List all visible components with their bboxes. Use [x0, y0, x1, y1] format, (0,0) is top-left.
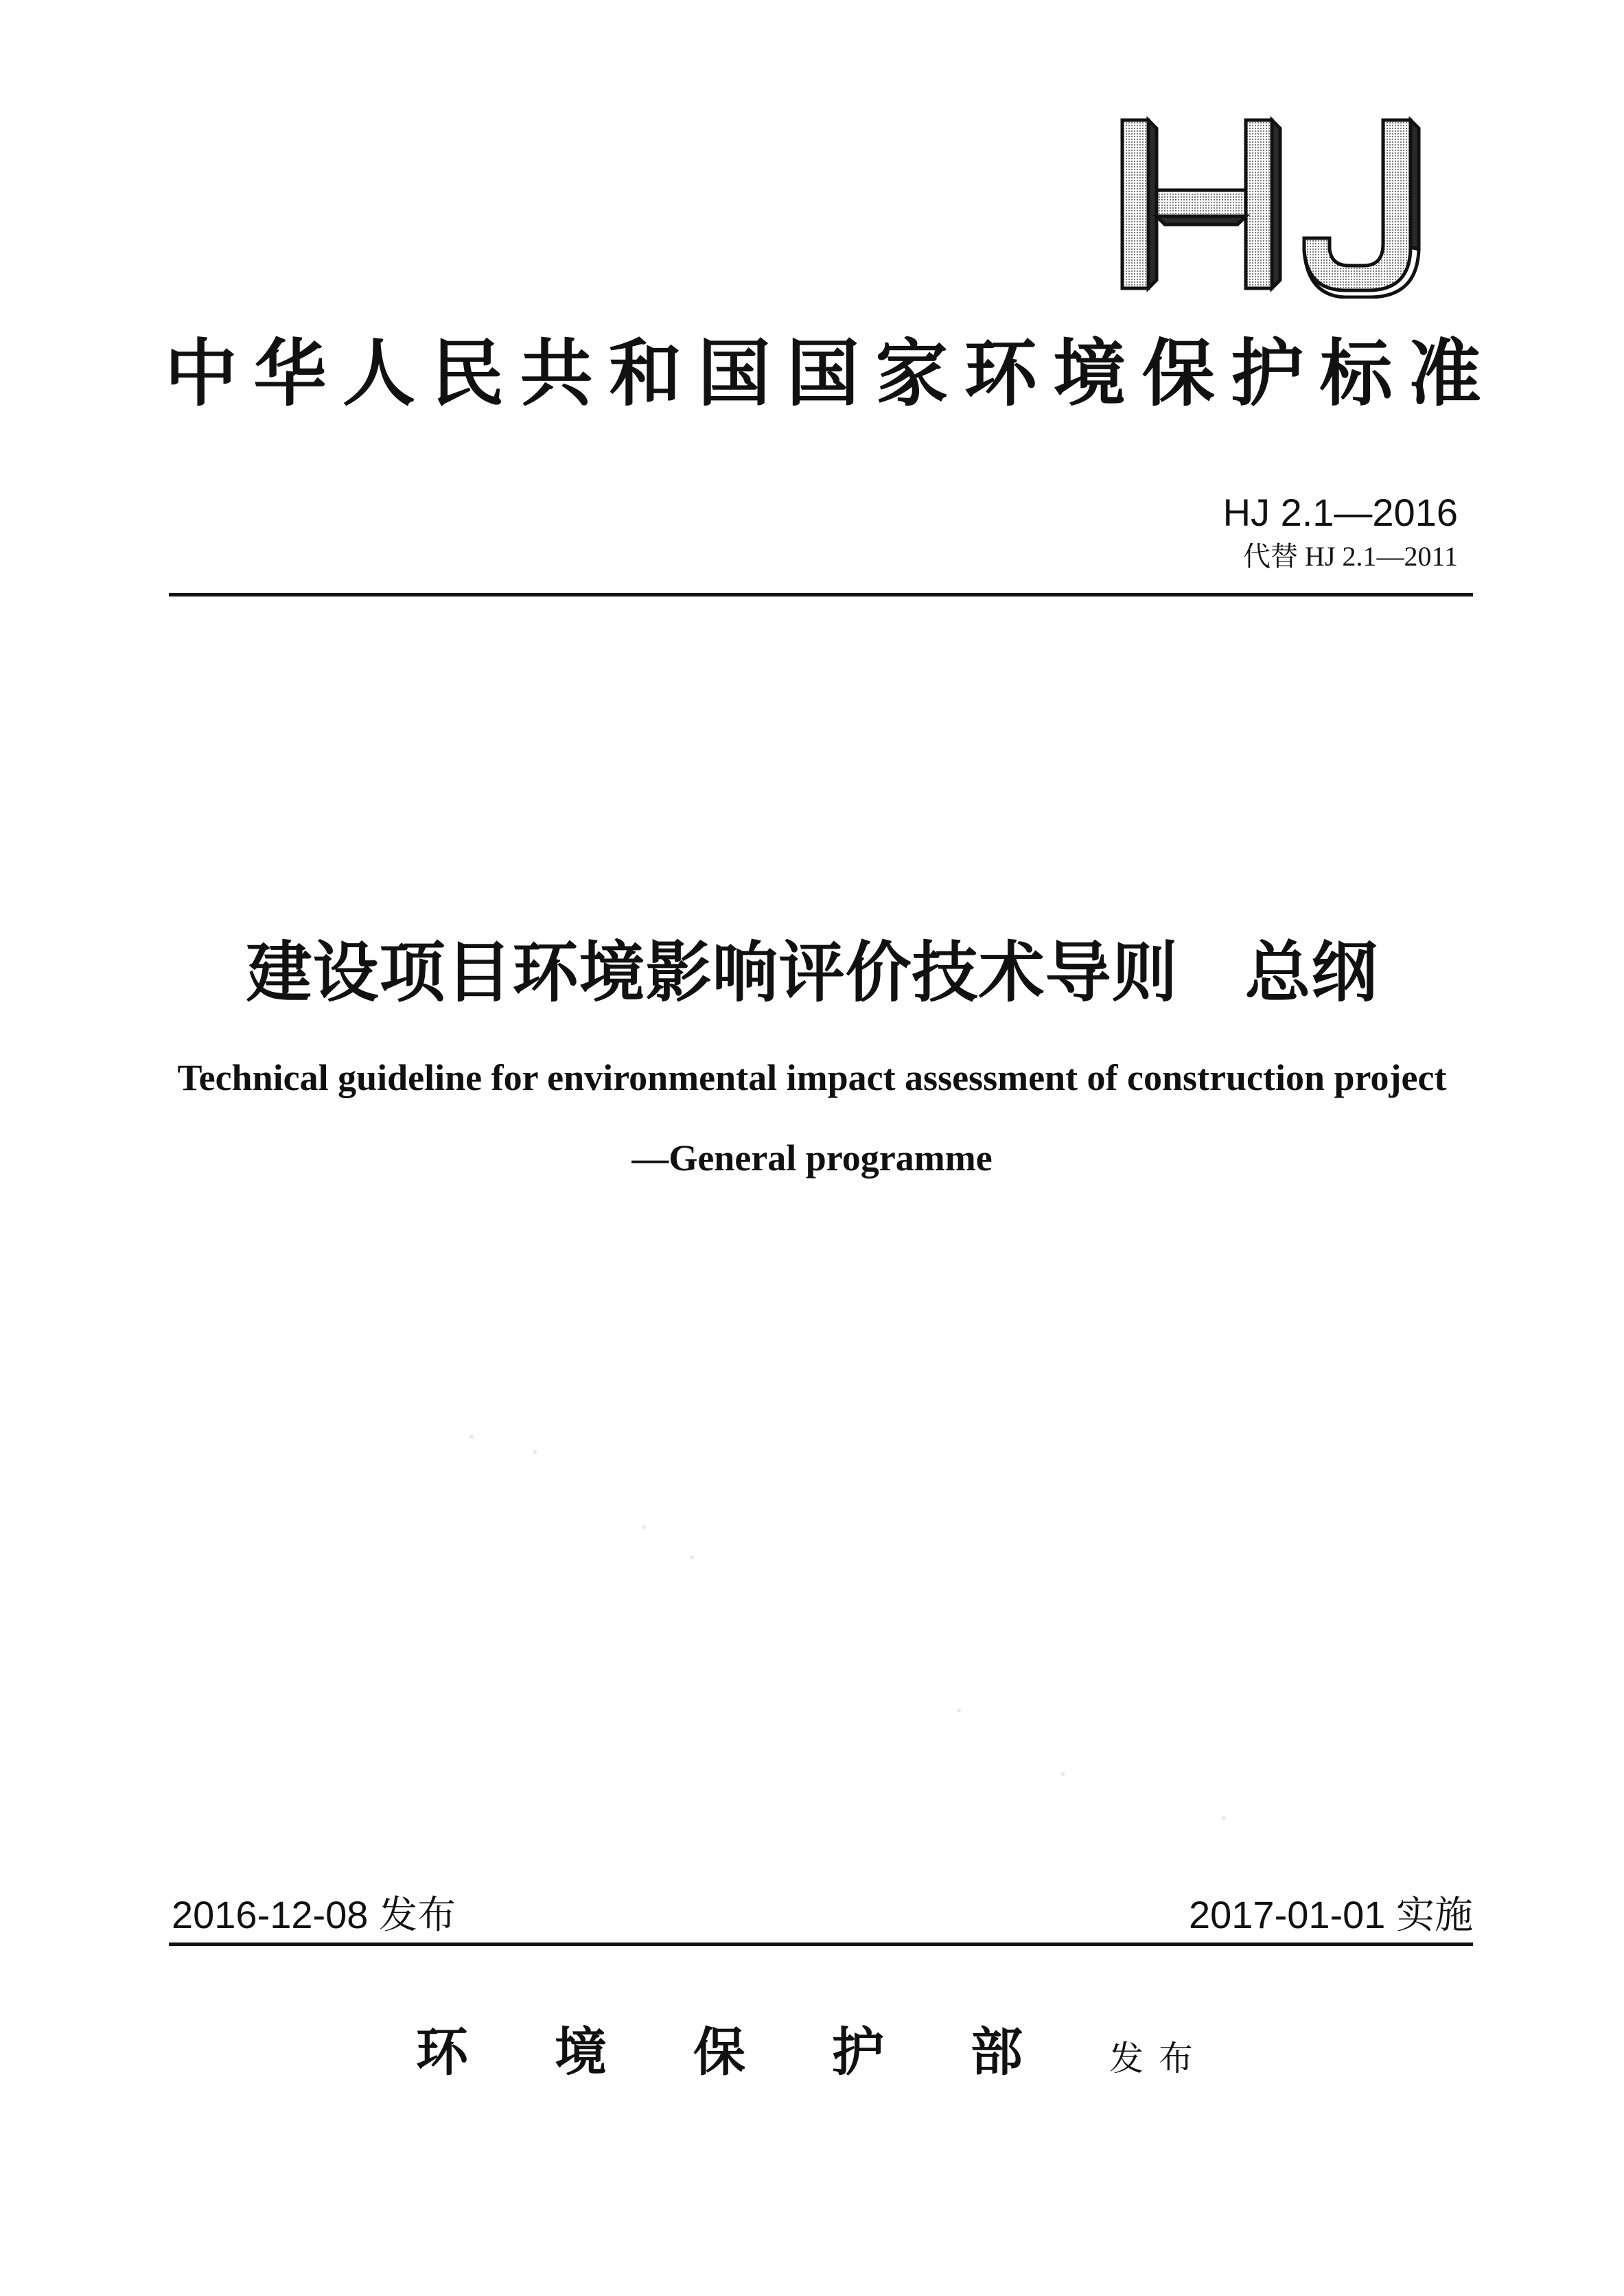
effective-date: 2017-01-01 实施 — [1188, 1893, 1473, 1936]
scan-speck — [1222, 1816, 1226, 1820]
scan-speck — [957, 1708, 961, 1713]
scan-speck — [642, 1525, 646, 1529]
scan-speck — [533, 1450, 537, 1454]
logo-letter-j — [1304, 120, 1419, 297]
issue-date: 2016-12-08 发布 — [172, 1893, 456, 1936]
standard-number: HJ 2.1—2016 — [1222, 491, 1458, 534]
scan-speck — [1060, 1772, 1065, 1776]
publisher-line — [0, 2015, 1624, 2096]
national-standard-title: 中华人民共和国国家环境保护标准 — [165, 332, 1483, 416]
hj-logo — [1109, 113, 1438, 299]
scan-speck — [690, 1555, 694, 1559]
scan-speck — [469, 1435, 474, 1439]
document-title-zh: 建设项目环境影响评价技术导则 总纲 — [246, 934, 1378, 1011]
bottom-divider — [169, 1943, 1473, 1946]
top-divider — [169, 593, 1473, 596]
logo-letter-h — [1122, 120, 1280, 288]
document-subtitle-en: —General programme — [631, 1137, 993, 1179]
document-title-en: Technical guideline for environmental impact assessment of construction project — [177, 1057, 1447, 1098]
publisher-action: 发布 — [1109, 2039, 1208, 2078]
publisher-name: 环境保护部 — [416, 2021, 1109, 2083]
replaces-standard: 代替 HJ 2.1—2011 — [1243, 541, 1458, 572]
